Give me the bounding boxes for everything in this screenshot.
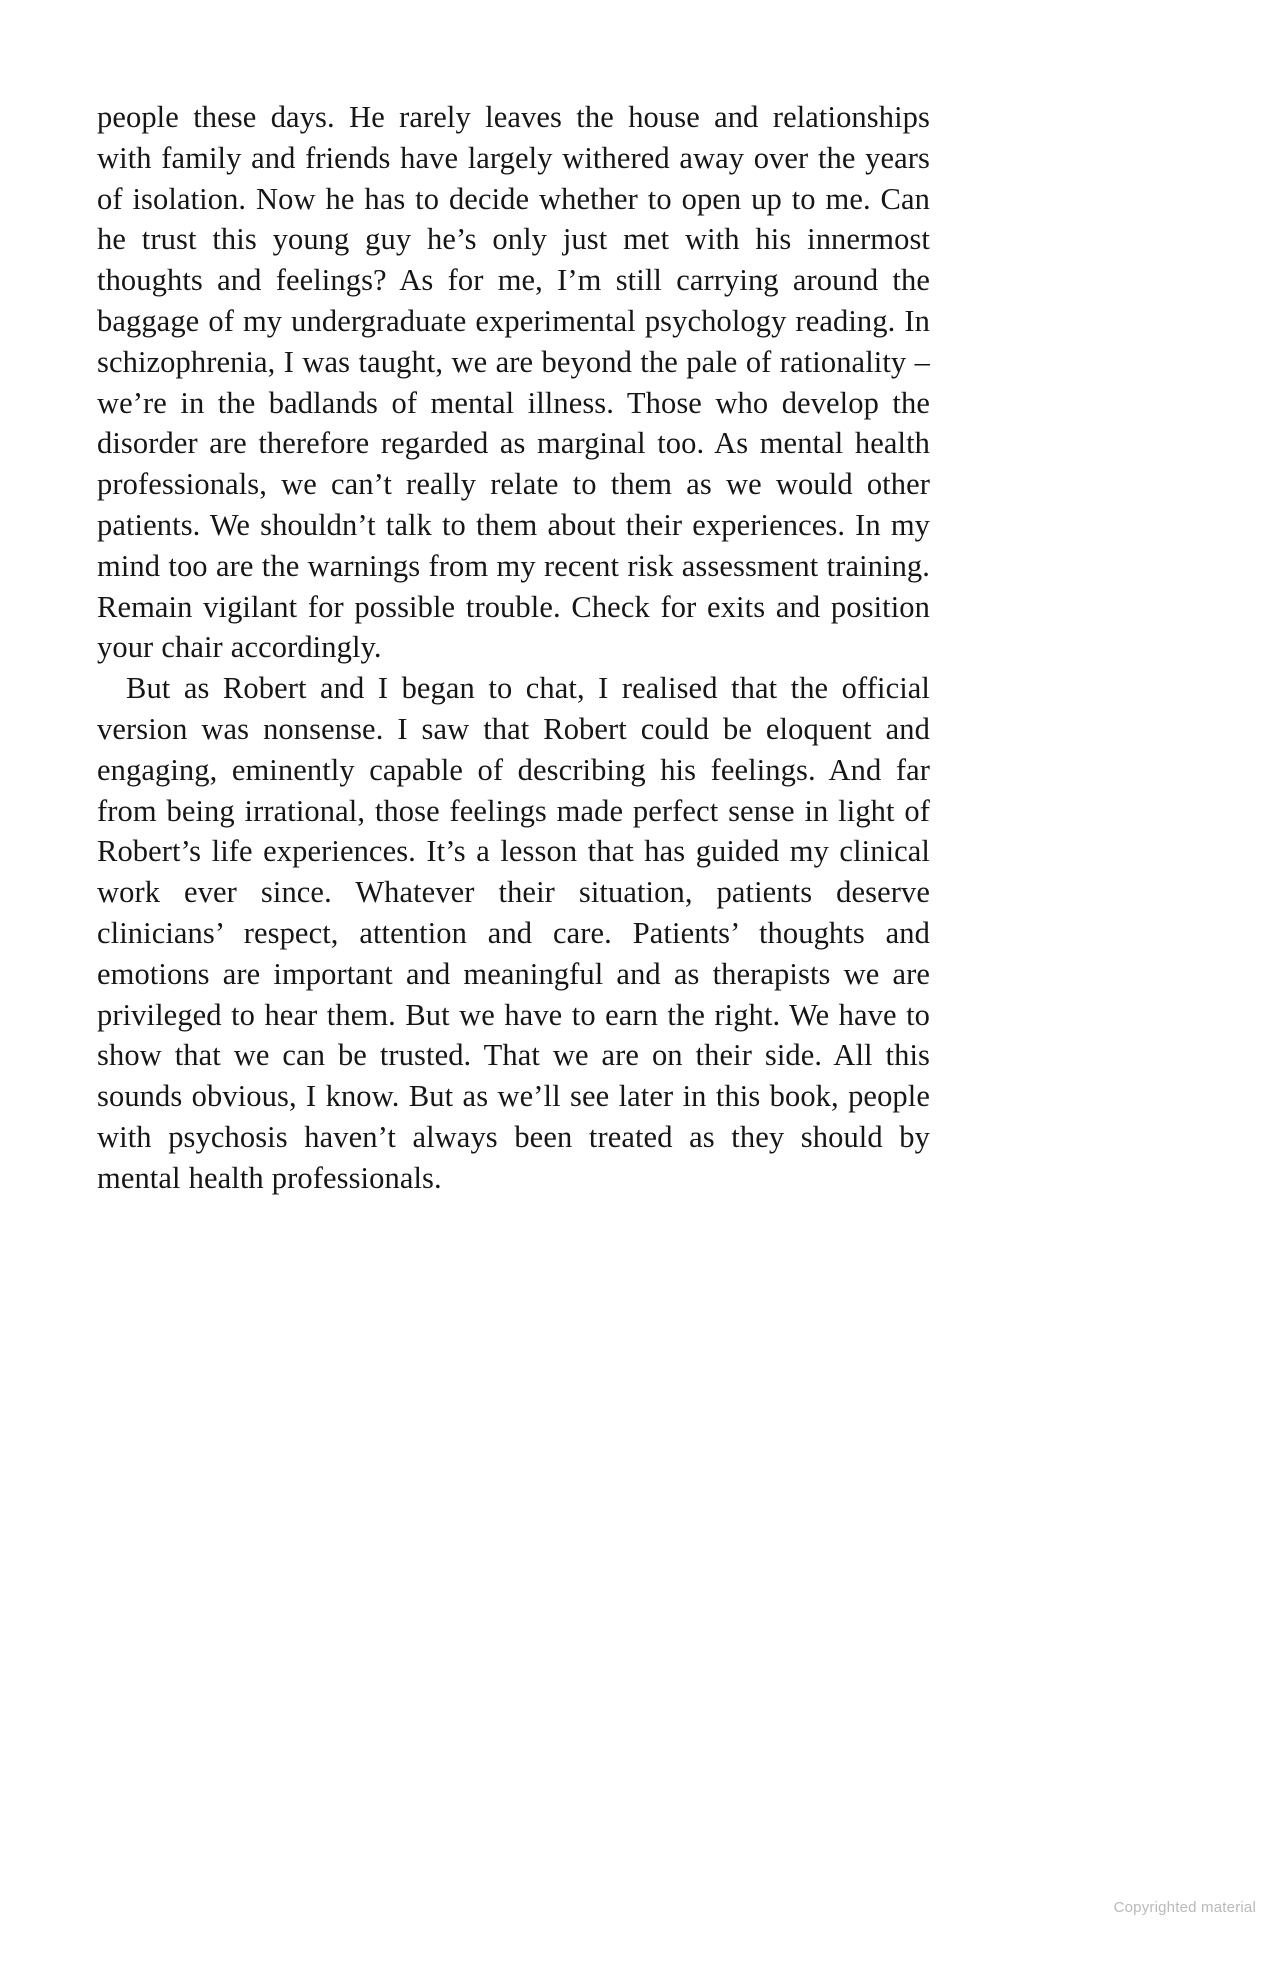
copyright-watermark: Copyrighted material	[1113, 1899, 1256, 1916]
paragraph-robert: But as Robert and I began to chat, I realised that the official version was nonsense. I saw that Robert could be eloquent and engaging, eminently capable of describing his feelings. And far from being irrational, those feelings made perfect sense in light of Robert’s life experiences. It’s a lesson that has guided my clinical work ever since. Whatever their situation, patients deserve clinicians’ respect, attention and care. Patients’ thoughts and emotions are important and meaningful and as therapists we are privileged to hear them. But we have to earn the right. We have to show that we can be trusted. That we are on their side. All this sounds obvious, I know. But as we’ll see later in this book, people with psychosis haven’t always been treated as they should by mental health professionals.	[97, 671, 930, 1195]
paragraph-continued: people these days. He rarely leaves the house and relationships with family and friends have largely withered away over the years of isolation. Now he has to decide whether to open up to me. Can he trust this young guy he’s only just met with his innermost thoughts and feelings? As for me, I’m still carrying around the baggage of my undergraduate experimental psychology reading. In schizophrenia, I was taught, we are beyond the pale of rationality – we’re in the badlands of mental illness. Those who develop the disorder are therefore regarded as marginal too. As mental health professionals, we can’t really relate to them as we would other patients. We shouldn’t talk to them about their experiences. In my mind too are the warnings from my recent risk assessment training. Remain vigilant for possible trouble. Check for exits and position your chair accordingly.	[97, 100, 930, 665]
text-column	[97, 97, 930, 1199]
